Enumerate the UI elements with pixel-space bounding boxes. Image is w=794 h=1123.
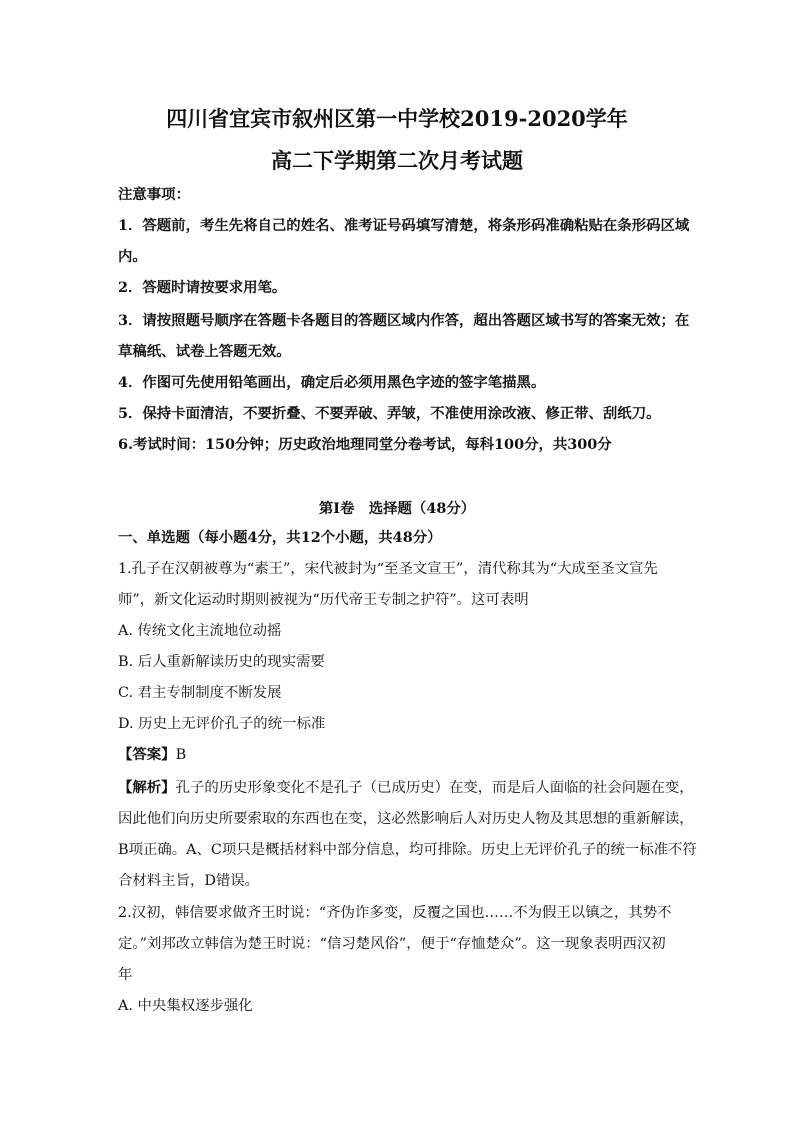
question-stem: 1.孔子在汉朝被尊为“素王”，宋代被封为“至圣文宣王”，清代称其为“大成至圣文宣先 xyxy=(118,561,658,577)
document-subtitle: 高二下学期第二次月考试题 xyxy=(271,148,523,173)
option-c: C. 君主专制制度不断发展 xyxy=(118,685,282,701)
option-a: A. 中央集权逐步强化 xyxy=(118,998,253,1014)
answer-label: 【答案】 xyxy=(118,746,176,763)
note-line: 3．请按照题号顺序在答题卡各题目的答题区域内作答，超出答题区域书写的答案无效；在 xyxy=(118,312,690,329)
analysis-line xyxy=(118,777,694,799)
document-title: 四川省宜宾市叙州区第一中学校2019-2020学年 xyxy=(166,106,628,131)
option-d: D. 历史上无评价孔子的统一标准 xyxy=(118,716,326,732)
analysis-text: B项正确。A、C项只是概括材料中部分信息，均可排除。历史上无评价孔子的统一标准不符 xyxy=(118,842,697,858)
note-line: 4．作图可先使用铅笔画出，确定后必须用黑色字迹的签字笔描黑。 xyxy=(118,374,546,391)
analysis-text: 合材料主旨，D错误。 xyxy=(118,873,260,889)
note-line: 6.考试时间：150分钟；历史政治地理同堂分卷考试，每科100分，共300分 xyxy=(118,436,612,453)
option-a: A. 传统文化主流地位动摇 xyxy=(118,623,282,639)
question-stem: 定。”刘邦改立韩信为楚王时说：“信习楚风俗”，便于“存恤楚众”。这一现象表明西汉初 xyxy=(118,936,666,952)
question-stem: 2.汉初，韩信要求做齐王时说：“齐伪诈多变，反覆之国也……不为假王以镇之，其势不 xyxy=(118,905,672,921)
answer-value: B xyxy=(175,747,187,763)
question-stem: 年 xyxy=(118,967,133,983)
section-subtitle: 一、单选题（每小题4分，共12个小题，共48分） xyxy=(118,529,442,546)
note-line: 5．保持卡面清洁，不要折叠、不要弄破、弄皱，不准使用涂改液、修正带、刮纸刀。 xyxy=(118,405,661,422)
analysis-label: 【解析】 xyxy=(118,779,176,796)
note-line: 草稿纸、试卷上答题无效。 xyxy=(118,343,291,360)
note-line: 2．答题时请按要求用笔。 xyxy=(118,279,287,296)
note-line: 内。 xyxy=(118,248,147,265)
option-b: B. 后人重新解读历史的现实需要 xyxy=(118,654,325,670)
note-line: 1．答题前，考生先将自己的姓名、准考证号码填写清楚，将条形码准确粘贴在条形码区域 xyxy=(118,217,690,234)
analysis-text: 孔子的历史形象变化不是孔子（已成历史）在变，而是后人面临的社会问题在变， xyxy=(175,780,694,796)
notes-heading: 注意事项： xyxy=(118,186,190,203)
analysis-text: 因此他们向历史所要索取的东西也在变，这必然影响后人对历史人物及其思想的重新解读， xyxy=(118,811,694,827)
answer-line xyxy=(118,744,688,766)
question-stem: 师”，新文化运动时期则被视为“历代帝王专制之护符”。这可表明 xyxy=(118,592,529,608)
section-title: 第I卷 选择题（48分） xyxy=(318,500,476,517)
